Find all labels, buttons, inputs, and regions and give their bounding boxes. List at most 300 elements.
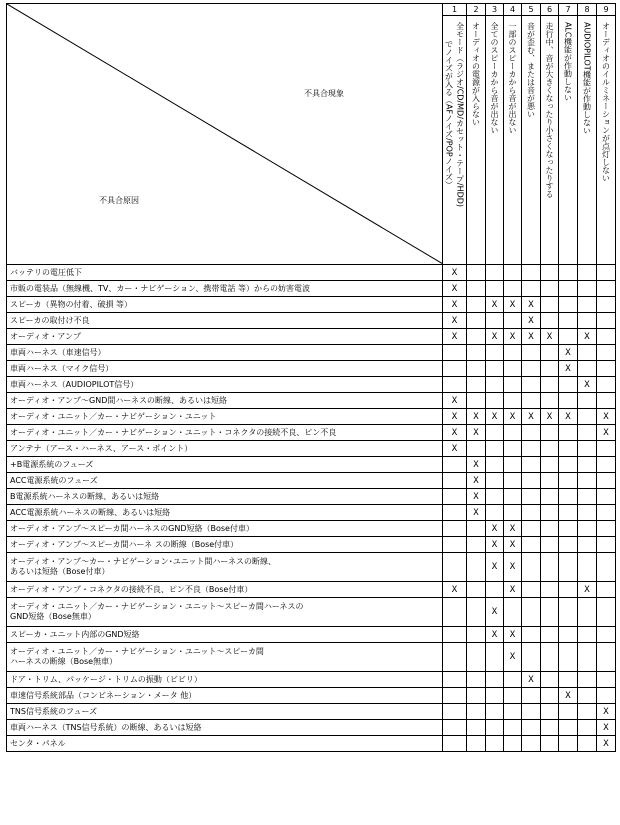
table-row	[7, 704, 616, 720]
mark-cell	[578, 297, 597, 313]
mark-cell	[559, 297, 578, 313]
mark-cell	[504, 704, 522, 720]
mark-cell	[578, 704, 597, 720]
mark-cell	[559, 704, 578, 720]
mark-cell: X	[443, 281, 467, 297]
mark-cell: X	[486, 297, 504, 313]
symptom-header-9	[597, 16, 616, 265]
mark-cell	[522, 489, 541, 505]
mark-cell	[486, 489, 504, 505]
mark-cell: X	[486, 598, 504, 627]
mark-cell: X	[443, 329, 467, 345]
mark-cell: X	[467, 473, 486, 489]
mark-cell	[578, 425, 597, 441]
table-row	[7, 265, 616, 281]
mark-cell	[467, 736, 486, 752]
symptom-label-line: 全モード（ラジオ/CD/MD/カセット・テープ/HDD)	[455, 22, 465, 208]
mark-cell: X	[578, 377, 597, 393]
cause-cell	[7, 582, 443, 598]
mark-cell	[522, 361, 541, 377]
mark-cell	[578, 643, 597, 672]
symptom-label	[526, 22, 537, 118]
mark-cell	[578, 521, 597, 537]
cause-text: あるいは短絡（Bose付車）	[10, 567, 110, 576]
cause-cell	[7, 720, 443, 736]
cause-text: オーディオ・アンプ～カー・ナビゲーション･ユニット間ハーネスの断線、	[10, 557, 276, 566]
mark-cell	[522, 441, 541, 457]
mark-cell: X	[597, 736, 616, 752]
mark-cell	[578, 265, 597, 281]
mark-cell	[443, 553, 467, 582]
mark-cell: X	[443, 393, 467, 409]
symptom-header-6	[541, 16, 559, 265]
mark-cell	[486, 377, 504, 393]
mark-cell: X	[443, 409, 467, 425]
table-row	[7, 720, 616, 736]
cause-text: TNS信号系統のフューズ	[10, 706, 98, 716]
cause-text: オーディオ・アンプ	[10, 331, 82, 341]
cause-cell	[7, 505, 443, 521]
mark-cell	[467, 345, 486, 361]
mark-cell	[541, 361, 559, 377]
table-row	[7, 627, 616, 643]
mark-cell: X	[486, 553, 504, 582]
mark-cell	[443, 720, 467, 736]
mark-cell	[443, 521, 467, 537]
mark-cell	[597, 281, 616, 297]
symptom-header-3	[486, 16, 504, 265]
cause-cell	[7, 672, 443, 688]
cause-cell	[7, 329, 443, 345]
diagonal-line	[7, 4, 443, 264]
mark-cell	[443, 704, 467, 720]
mark-cell	[578, 473, 597, 489]
mark-cell	[467, 688, 486, 704]
cause-text: オーディオ・ユニット／カー・ナビゲーション・ユニット・コネクタの接続不良、ピン不良	[10, 427, 337, 437]
mark-cell	[522, 627, 541, 643]
cause-rows	[7, 265, 616, 752]
cause-text: GND短絡（Bose無車）	[10, 612, 96, 621]
mark-cell	[559, 643, 578, 672]
mark-cell	[522, 704, 541, 720]
mark-cell	[578, 736, 597, 752]
mark-cell: X	[522, 409, 541, 425]
table-row	[7, 598, 616, 627]
mark-cell	[504, 598, 522, 627]
mark-cell	[504, 720, 522, 736]
mark-cell	[522, 553, 541, 582]
cause-text: オーディオ・アンプ～スピーカ間ハーネ スの断線（Bose付車）	[10, 539, 239, 549]
mark-cell	[578, 598, 597, 627]
mark-cell	[467, 598, 486, 627]
cause-cell	[7, 393, 443, 409]
mark-cell	[522, 345, 541, 361]
symptom-label	[489, 22, 500, 134]
column-number-3: 3	[486, 4, 504, 16]
mark-cell: X	[486, 409, 504, 425]
mark-cell	[541, 345, 559, 361]
mark-cell	[522, 505, 541, 521]
mark-cell: X	[597, 409, 616, 425]
mark-cell	[597, 329, 616, 345]
column-number-1: 1	[443, 4, 467, 16]
mark-cell	[541, 672, 559, 688]
cause-cell	[7, 736, 443, 752]
mark-cell	[597, 377, 616, 393]
mark-cell	[597, 521, 616, 537]
mark-cell	[467, 643, 486, 672]
mark-cell	[559, 627, 578, 643]
symptom-label-line: AUDIOPILOT機能が作動しない	[582, 22, 592, 135]
mark-cell: X	[559, 345, 578, 361]
mark-cell	[541, 736, 559, 752]
mark-cell	[541, 441, 559, 457]
mark-cell	[486, 425, 504, 441]
cause-text: ドア・トリム、パッケージ・トリムの振動（ビビリ）	[10, 674, 202, 684]
cause-text: オーディオ・アンプ・コネクタの接続不良、ピン不良（Bose付車）	[10, 584, 253, 594]
mark-cell	[486, 265, 504, 281]
mark-cell	[597, 473, 616, 489]
mark-cell	[443, 345, 467, 361]
column-number-7: 7	[559, 4, 578, 16]
symptom-label-line: オーディオのイルミネーションが点灯しない	[601, 22, 611, 182]
mark-cell: X	[504, 627, 522, 643]
mark-cell	[467, 297, 486, 313]
symptom-label-line: 音が歪む、または音が悪い	[526, 22, 536, 118]
mark-cell	[597, 553, 616, 582]
table-row	[7, 672, 616, 688]
diagnosis-table-container	[6, 3, 615, 752]
mark-cell	[522, 598, 541, 627]
table-row	[7, 425, 616, 441]
mark-cell	[578, 537, 597, 553]
mark-cell	[486, 361, 504, 377]
mark-cell	[597, 582, 616, 598]
mark-cell: X	[486, 521, 504, 537]
mark-cell	[486, 457, 504, 473]
mark-cell	[522, 281, 541, 297]
mark-cell	[504, 361, 522, 377]
mark-cell	[541, 425, 559, 441]
mark-cell	[522, 736, 541, 752]
mark-cell	[504, 688, 522, 704]
mark-cell	[559, 521, 578, 537]
mark-cell	[467, 521, 486, 537]
cause-text: 市販の電装品（無線機、TV、カー・ナビゲーション、携帯電話 等）からの妨害電波	[10, 283, 310, 293]
cause-cell	[7, 553, 443, 582]
cause-text: スピーカ（異物の付着、破損 等）	[10, 299, 133, 309]
mark-cell	[559, 393, 578, 409]
cause-cell	[7, 265, 443, 281]
cause-cell	[7, 441, 443, 457]
mark-cell: X	[467, 457, 486, 473]
mark-cell	[597, 505, 616, 521]
cause-text: スピーカの取付け不良	[10, 315, 90, 325]
mark-cell: X	[467, 489, 486, 505]
mark-cell	[541, 313, 559, 329]
symptom-label	[601, 22, 612, 182]
table-row	[7, 489, 616, 505]
table-row	[7, 393, 616, 409]
mark-cell	[486, 441, 504, 457]
diagnosis-matrix-table	[6, 3, 616, 752]
mark-cell	[541, 537, 559, 553]
mark-cell	[578, 345, 597, 361]
mark-cell: X	[504, 409, 522, 425]
mark-cell	[443, 537, 467, 553]
cause-cell	[7, 537, 443, 553]
cause-text: 車両ハーネス（TNS信号系統）の断線、あるいは短絡	[10, 722, 202, 732]
mark-cell	[578, 313, 597, 329]
cause-text: センタ・パネル	[10, 738, 66, 748]
cause-cell	[7, 643, 443, 672]
mark-cell	[443, 473, 467, 489]
mark-cell: X	[559, 361, 578, 377]
mark-cell	[597, 672, 616, 688]
mark-cell	[541, 393, 559, 409]
mark-cell	[467, 377, 486, 393]
mark-cell: X	[467, 409, 486, 425]
cause-text: 車速信号系統部品（コンビネーション・メータ 他）	[10, 690, 197, 700]
cause-text: ACC電源系統のフューズ	[10, 475, 98, 485]
mark-cell: X	[597, 425, 616, 441]
mark-cell: X	[522, 329, 541, 345]
symptom-label-line: 全てのスピーカから音が出ない	[490, 22, 499, 134]
mark-cell	[559, 457, 578, 473]
mark-cell	[467, 329, 486, 345]
mark-cell	[541, 457, 559, 473]
mark-cell	[467, 265, 486, 281]
cause-text: アンテナ（アース・ハーネス、アース・ポイント）	[10, 443, 193, 453]
mark-cell	[559, 672, 578, 688]
mark-cell: X	[578, 329, 597, 345]
mark-cell	[522, 457, 541, 473]
table-row	[7, 281, 616, 297]
mark-cell: X	[486, 329, 504, 345]
table-row	[7, 361, 616, 377]
mark-cell	[504, 473, 522, 489]
column-number-4: 4	[504, 4, 522, 16]
mark-cell	[559, 425, 578, 441]
cause-cell	[7, 361, 443, 377]
table-row	[7, 377, 616, 393]
symptom-label	[507, 22, 518, 134]
mark-cell	[467, 313, 486, 329]
mark-cell	[504, 377, 522, 393]
table-row	[7, 505, 616, 521]
cause-text: ハーネスの断線（Bose無車）	[10, 657, 118, 666]
mark-cell	[467, 393, 486, 409]
mark-cell	[522, 425, 541, 441]
mark-cell: X	[504, 582, 522, 598]
mark-cell	[559, 505, 578, 521]
column-number-2: 2	[467, 4, 486, 16]
mark-cell	[559, 329, 578, 345]
mark-cell	[541, 505, 559, 521]
mark-cell	[559, 489, 578, 505]
mark-cell	[597, 393, 616, 409]
mark-cell	[443, 489, 467, 505]
cause-cell	[7, 489, 443, 505]
mark-cell	[504, 489, 522, 505]
mark-cell	[541, 643, 559, 672]
mark-cell	[467, 582, 486, 598]
mark-cell: X	[541, 409, 559, 425]
mark-cell: X	[443, 265, 467, 281]
mark-cell: X	[504, 329, 522, 345]
cause-cell	[7, 473, 443, 489]
cause-cell	[7, 409, 443, 425]
mark-cell	[467, 441, 486, 457]
mark-cell	[504, 265, 522, 281]
mark-cell: X	[541, 329, 559, 345]
mark-cell	[504, 281, 522, 297]
mark-cell	[559, 598, 578, 627]
symptom-label-line: オーディオの電源が入らない	[471, 22, 481, 126]
symptom-label-line: 一部のスピーカから音が出ない	[508, 22, 517, 134]
mark-cell: X	[443, 582, 467, 598]
mark-cell	[541, 720, 559, 736]
mark-cell	[597, 313, 616, 329]
mark-cell	[443, 736, 467, 752]
table-row	[7, 409, 616, 425]
cause-text: 車両ハーネス（マイク信号）	[10, 363, 114, 373]
column-number-6: 6	[541, 4, 559, 16]
mark-cell	[578, 409, 597, 425]
mark-cell	[597, 489, 616, 505]
mark-cell	[578, 393, 597, 409]
mark-cell: X	[522, 313, 541, 329]
mark-cell: X	[559, 688, 578, 704]
table-row	[7, 736, 616, 752]
mark-cell: X	[559, 409, 578, 425]
column-number-5: 5	[522, 4, 541, 16]
cause-cell	[7, 457, 443, 473]
symptom-header-2	[467, 16, 486, 265]
table-row	[7, 473, 616, 489]
cause-header-label: 不具合原因	[99, 196, 139, 205]
mark-cell	[541, 688, 559, 704]
mark-cell	[443, 627, 467, 643]
mark-cell	[504, 672, 522, 688]
mark-cell	[597, 643, 616, 672]
cause-text: 車両ハーネス（車速信号）	[10, 347, 106, 357]
mark-cell	[522, 377, 541, 393]
mark-cell	[504, 505, 522, 521]
symptom-label-line: 走行中、音が大きくなったり小さくなったりする	[545, 22, 554, 198]
mark-cell: X	[522, 297, 541, 313]
symptom-label	[563, 22, 574, 102]
mark-cell	[522, 537, 541, 553]
cause-text: オーディオ・ユニット／カー・ナビゲーション・ユニット	[10, 411, 217, 421]
mark-cell	[522, 720, 541, 736]
symptom-header-8	[578, 16, 597, 265]
cause-text: オーディオ・ユニット／カー・ナビゲーション・ユニット～スピーカ間ハーネスの	[10, 602, 304, 611]
table-row	[7, 688, 616, 704]
mark-cell	[486, 720, 504, 736]
mark-cell	[597, 265, 616, 281]
mark-cell	[541, 704, 559, 720]
mark-cell	[486, 704, 504, 720]
cause-text: オーディオ・アンプ～GND間ハーネスの断線、あるいは短絡	[10, 395, 227, 405]
column-number-8: 8	[578, 4, 597, 16]
mark-cell	[578, 441, 597, 457]
mark-cell	[597, 627, 616, 643]
symptom-label-line: でノイズが入る（AFノイズ/POPノイズ）	[444, 40, 454, 189]
mark-cell	[486, 582, 504, 598]
table-row	[7, 345, 616, 361]
table-row	[7, 441, 616, 457]
mark-cell	[578, 281, 597, 297]
mark-cell	[597, 345, 616, 361]
cause-text: オーディオ・ユニット／カー・ナビゲーション・ユニット～スピーカ間	[10, 647, 264, 656]
mark-cell	[559, 473, 578, 489]
cause-cell	[7, 313, 443, 329]
mark-cell	[541, 598, 559, 627]
mark-cell	[578, 489, 597, 505]
mark-cell	[541, 377, 559, 393]
mark-cell	[467, 720, 486, 736]
table-row	[7, 582, 616, 598]
mark-cell	[504, 736, 522, 752]
mark-cell: X	[597, 720, 616, 736]
mark-cell	[522, 643, 541, 672]
symptom-header-7	[559, 16, 578, 265]
mark-cell	[541, 553, 559, 582]
cause-text: スピーカ・ユニット内部のGND短絡	[10, 629, 140, 639]
mark-cell	[486, 688, 504, 704]
mark-cell	[443, 377, 467, 393]
mark-cell	[522, 393, 541, 409]
mark-cell	[467, 553, 486, 582]
cause-cell	[7, 598, 443, 627]
mark-cell	[486, 643, 504, 672]
mark-cell: X	[443, 441, 467, 457]
cause-cell	[7, 627, 443, 643]
mark-cell	[578, 361, 597, 377]
mark-cell	[486, 473, 504, 489]
cause-cell	[7, 345, 443, 361]
mark-cell	[578, 627, 597, 643]
column-number-9: 9	[597, 4, 616, 16]
table-row	[7, 329, 616, 345]
mark-cell	[486, 345, 504, 361]
cause-cell	[7, 425, 443, 441]
symptom-label-line: ALC機能が作動しない	[563, 22, 573, 102]
mark-cell	[597, 361, 616, 377]
mark-cell	[522, 688, 541, 704]
mark-cell: X	[443, 425, 467, 441]
mark-cell	[559, 281, 578, 297]
mark-cell	[486, 736, 504, 752]
mark-cell	[559, 265, 578, 281]
mark-cell	[559, 720, 578, 736]
mark-cell	[541, 265, 559, 281]
mark-cell	[597, 297, 616, 313]
mark-cell	[559, 377, 578, 393]
mark-cell	[443, 672, 467, 688]
mark-cell	[504, 457, 522, 473]
symptom-label	[444, 22, 466, 207]
mark-cell	[522, 521, 541, 537]
mark-cell	[559, 553, 578, 582]
mark-cell	[486, 313, 504, 329]
mark-cell: X	[597, 704, 616, 720]
mark-cell	[443, 643, 467, 672]
table-row	[7, 521, 616, 537]
cause-text: B電源系統ハーネスの断線、あるいは短絡	[10, 491, 160, 501]
mark-cell	[504, 425, 522, 441]
